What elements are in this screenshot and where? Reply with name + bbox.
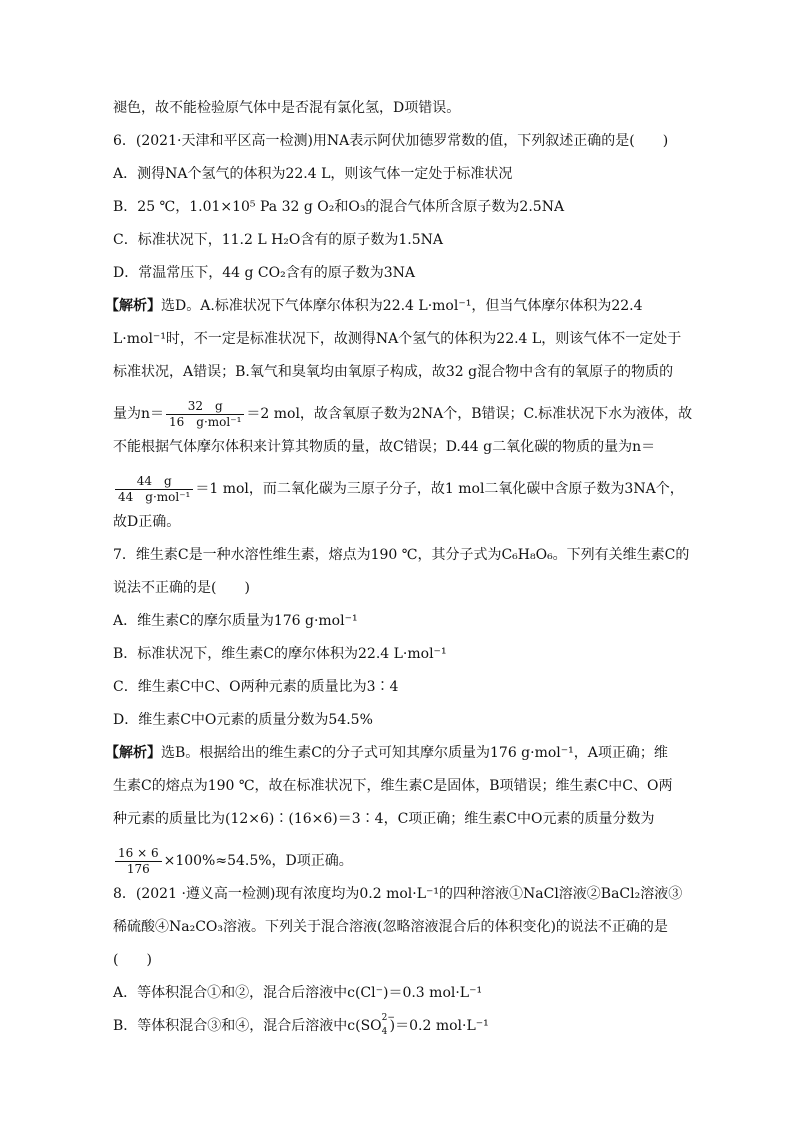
fraction	[115, 474, 193, 505]
fraction-denominator: 176	[126, 861, 150, 876]
explanation-7-line-2: 生素C的熔点为190 ℃，故在标准状况下，维生素C是固体，B项错误；维生素C中C、O两	[113, 778, 673, 794]
fraction-numerator: 16 × 6	[115, 846, 162, 862]
explanation-7-line-1	[105, 743, 680, 763]
explanation-6-line-3: 标准状况，A错误；B.氧气和臭氧均由氧原子构成，故32 g混合物中含有的氧原子的物质的	[113, 364, 674, 380]
fraction-numerator: 44 g	[115, 474, 193, 490]
explanation-6-line-2: L·mol⁻¹时，不一定是标准状况下，故测得NA个氢气的体积为22.4 L，则该气体不一定处于	[113, 331, 682, 347]
question-8-option-a: A．等体积混合①和②，混合后溶液中c(Cl⁻)＝0.3 mol·L⁻¹	[113, 985, 483, 1001]
explanation-tag: 【解析】	[105, 298, 161, 314]
explanation-6-line-7: 故D正确。	[113, 514, 181, 530]
explanation-7-line-4	[113, 842, 680, 880]
question-6-option-b: B．25 ℃，1.01×10⁵ Pa 32 g O₂和O₃的混合气体所含原子数为2.5NA	[113, 199, 565, 215]
explanation-7-line-3: 种元素的质量比为(12×6)∶(16×6)＝3∶4，C项正确；维生素C中O元素的质量分数为	[113, 811, 655, 827]
subscript: 4	[381, 1027, 388, 1037]
explanation-6-line-5: 不能根据气体摩尔体积来计算其物质的量，故C错误；D.44 g二氧化碳的物质的量为n＝	[113, 439, 656, 455]
explanation-6-line-4	[113, 395, 693, 433]
text-run: ＝1 mol，而二氧化碳为三原子分子，故1 mol二氧化碳中含原子数为3NA个，	[195, 481, 684, 497]
question-7-stem-1: 7．维生素C是一种水溶性维生素，熔点为190 ℃，其分子式为C₆H₈O₆。下列有关维生素C的	[113, 547, 690, 563]
text-run: ×100%≈54.5%，D项正确。	[163, 853, 353, 869]
fraction	[166, 399, 244, 430]
question-7-option-b: B．标准状况下，维生素C的摩尔体积为22.4 L·mol⁻¹	[113, 646, 447, 662]
fraction-numerator: 32 g	[166, 399, 244, 415]
fraction-denominator: 44 g·mol⁻¹	[118, 489, 191, 504]
question-7-option-c: C．维生素C中C、O两种元素的质量比为3∶4	[113, 679, 399, 695]
fraction	[115, 846, 162, 877]
question-7-option-a: A．维生素C的摩尔质量为176 g·mol⁻¹	[113, 613, 358, 629]
question-6-option-a: A．测得NA个氢气的体积为22.4 L，则该气体一定处于标准状况	[113, 166, 513, 182]
text-line: 褪色，故不能检验原气体中是否混有氯化氢，D项错误。	[113, 100, 461, 116]
explanation-6-line-1	[105, 296, 680, 316]
question-7-option-d: D．维生素C中O元素的质量分数为54.5%	[113, 712, 373, 728]
text-run: ＝2 mol，故含氧原子数为2NA个，B错误；C.标准状况下水为液体，故	[246, 406, 693, 422]
question-8-stem-1: 8．(2021 ·遵义高一检测)现有浓度均为0.2 mol·L⁻¹的四种溶液①NaCl溶液②BaCl₂溶液③	[113, 886, 683, 902]
text-run: B．等体积混合③和④，混合后溶液中c(SO	[113, 1018, 382, 1034]
question-8-stem-3: ( )	[113, 952, 152, 968]
question-6-stem: 6．(2021·天津和平区高一检测)用NA表示阿伏加德罗常数的值，下列叙述正确的是( )	[113, 133, 669, 149]
question-8-option-b	[113, 1013, 680, 1037]
page-content	[105, 98, 693, 1049]
explanation-text: 选B。根据给出的维生素C的分子式可知其摩尔质量为176 g·mol⁻¹，A项正确；维	[161, 745, 668, 761]
text-run: )＝0.2 mol·L⁻¹	[389, 1018, 489, 1034]
superscript: 2−	[381, 1013, 395, 1023]
question-8-stem-2: 稀硫酸④Na₂CO₃溶液。下列关于混合溶液(忽略溶液混合后的体积变化)的说法不正确的是	[113, 919, 668, 935]
explanation-text: 选D。A.标准状况下气体摩尔体积为22.4 L·mol⁻¹，但当气体摩尔体积为22.4	[161, 298, 643, 314]
fraction-denominator: 16 g·mol⁻¹	[169, 414, 242, 429]
explanation-tag: 【解析】	[105, 745, 161, 761]
text-run: 量为n＝	[113, 406, 165, 422]
question-6-option-c: C．标准状况下，11.2 L H₂O含有的原子数为1.5NA	[113, 232, 444, 248]
question-6-option-d: D．常温常压下，44 g CO₂含有的原子数为3NA	[113, 265, 415, 281]
explanation-6-line-6	[113, 470, 684, 508]
question-7-stem-2: 说法不正确的是( )	[113, 580, 250, 596]
